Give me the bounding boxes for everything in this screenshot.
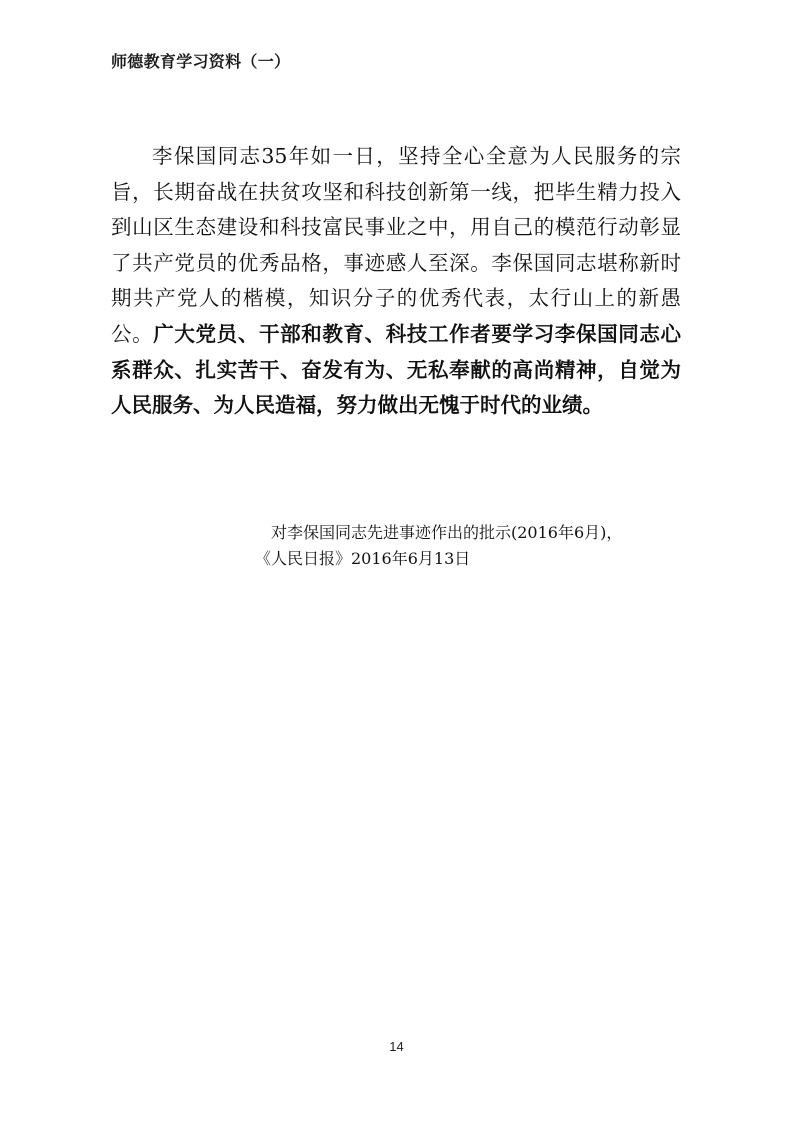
source-line-1: 对李保国同志先进事迹作出的批示(2016年6月)， (271, 523, 623, 542)
source-citation (255, 520, 691, 572)
source-line-2: 《人民日报》2016年6月13日 (255, 549, 471, 568)
main-paragraph (111, 139, 681, 424)
page-number: 14 (389, 1039, 404, 1054)
document-header-title: 师德教育学习资料（一） (111, 52, 291, 71)
paragraph-regular-text: 李保国同志35年如一日，坚持全心全意为人民服务的宗旨，长期奋战在扶贫攻坚和科技创新第一线，把毕生精力投入到山区生态建设和科技富民事业之中，用自己的模范行动彰显了共产党员的优秀品格，事迹感人至深。李保国同志堪称新时期共产党人的楷模，知识分子的优秀代表，太行山上的新愚公。 (111, 144, 681, 346)
paragraph-emphasis-text: 广大党员、干部和教育、科技工作者要学习李保国同志心系群众、扎实苦干、奋发有为、无私奉献的高尚精神，自觉为人民服务、为人民造福，努力做出无愧于时代的业绩。 (111, 321, 682, 418)
